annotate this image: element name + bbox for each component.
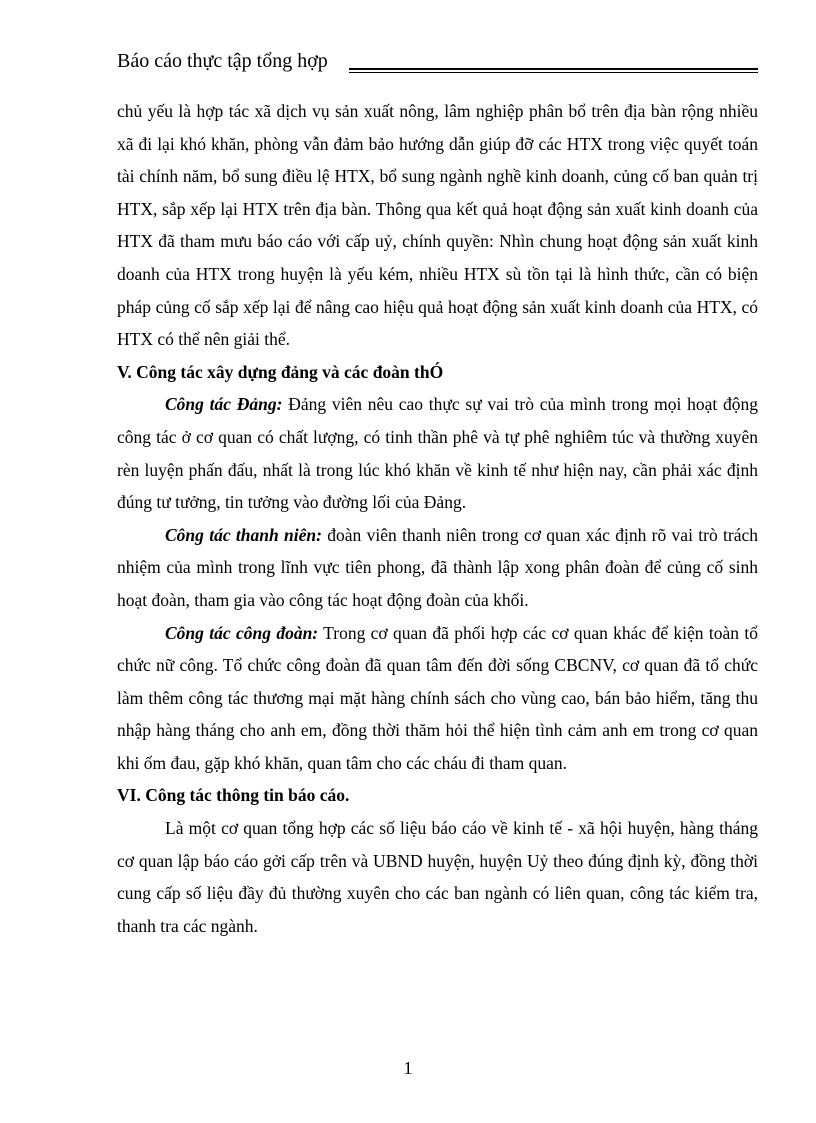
section-6-heading: VI. Công tác thông tin báo cáo. (117, 785, 350, 806)
paragraph-htx: chủ yếu là hợp tác xã dịch vụ sản xuất nông, lâm nghiệp phân bổ trên địa bàn rộng nhiều xã đi lại khó khăn, phòng vẫn đảm bảo hướng dẫn giúp đỡ các HTX trong việc quyết toán tài chính năm, bổ sung điều lệ HTX, bổ sung ngành nghề kinh doanh, củng cố ban quản trị HTX, sắp xếp lại HTX trên địa bàn. Thông qua kết quả hoạt động sản xuất kinh doanh của HTX đã tham mưu báo cáo với cấp uỷ, chính quyền: Nhìn chung hoạt động sản xuất kinh doanh của HTX trong huyện là yếu kém, nhiều HTX sù tồn tại là hình thức, cần có biện pháp củng cố sắp xếp lại để nâng cao hiệu quả hoạt động sản xuất kinh doanh của HTX, có HTX có thể nên giải thể. (117, 101, 758, 350)
paragraph-cong-tac-cong-doan (117, 617, 758, 780)
paragraph-thong-tin-bao-cao: Là một cơ quan tổng hợp các số liệu báo cáo về kinh tế - xã hội huyện, hàng tháng cơ quan lập báo cáo gởi cấp trên và UBND huyện, huyện Uỷ theo đúng định kỳ, đồng thời cung cấp số liệu đầy đủ thường xuyên cho các ban ngành có liên quan, công tác kiểm tra, thanh tra các ngành. (117, 818, 758, 936)
section-5-heading: V. Công tác xây dựng đảng và các đoàn thÓ (117, 361, 444, 382)
document-body (117, 95, 758, 942)
lead-cong-tac-dang: Công tác Đảng: (165, 394, 283, 415)
header-rule-thick (349, 68, 758, 70)
lead-cong-tac-thanh-nien: Công tác thanh niên: (165, 524, 322, 545)
paragraph-cong-tac-dang (117, 388, 758, 518)
text-cong-tac-thanh-nien: đoàn viên thanh niên trong cơ quan xác định rõ vai trò trách nhiệm của mình trong lĩnh vực tiên phong, đã thành lập xong phân đoàn để củng cố sinh hoạt đoàn, tham gia vào công tác hoạt động đoàn của khối. (117, 524, 758, 610)
lead-cong-tac-cong-doan: Công tác công đoàn: (165, 622, 319, 643)
page-header (117, 48, 758, 78)
paragraph-cong-tac-thanh-nien (117, 519, 758, 617)
page-number: 1 (403, 1058, 413, 1078)
text-cong-tac-cong-doan: Trong cơ quan đã phối hợp các cơ quan khác để kiện toàn tổ chức nữ công. Tổ chức công đoàn đã quan tâm đến đời sống CBCNV, cơ quan đã tổ chức làm thêm công tác thương mại mặt hàng chính sách cho vùng cao, bán bảo hiểm, tăng thu nhập hàng tháng cho anh em, đồng thời thăm hỏi thể hiện tình cảm anh em trong cơ quan khi ốm đau, gặp khó khăn, quan tâm cho các cháu đi tham quan. (117, 622, 758, 773)
header-rule-thin (349, 72, 758, 73)
text-cong-tac-dang: Đảng viên nêu cao thực sự vai trò của mình trong mọi hoạt động công tác ở cơ quan có chất lượng, có tinh thần phê và tự phê nghiêm túc và thường xuyên rèn luyện phấn đấu, nhất là trong lúc khó khăn về kinh tế như hiện nay, cần phải xác định đúng tư tưởng, tin tưởng vào đường lối của Đảng. (117, 394, 759, 513)
header-title: Báo cáo thực tập tổng hợp (117, 50, 328, 72)
